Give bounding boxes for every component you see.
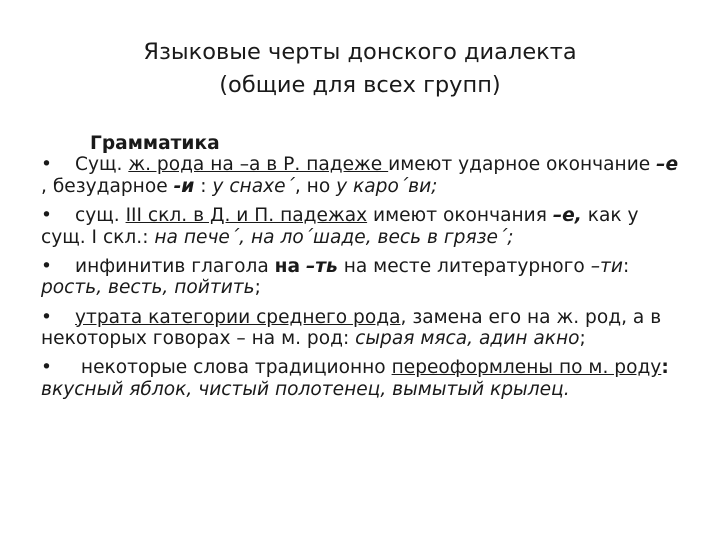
item-text: ж. рода на –а в Р. падеже bbox=[128, 154, 389, 176]
item-text: имеют ударное окончание bbox=[388, 154, 657, 176]
item-text: -и bbox=[173, 175, 195, 197]
item-text: на bbox=[274, 255, 301, 277]
title-line-1: Языковые черты донского диалекта bbox=[143, 39, 577, 65]
bullet-icon: • bbox=[41, 205, 52, 227]
item-text: : bbox=[622, 255, 630, 277]
bullet-icon: • bbox=[41, 154, 52, 176]
section-heading: Грамматика bbox=[90, 133, 220, 154]
list-item bbox=[41, 205, 681, 248]
list-item bbox=[41, 357, 681, 400]
item-text: –е, bbox=[552, 205, 582, 227]
item-text: как у сущ. I скл.: bbox=[41, 205, 639, 248]
item-text: , безударное bbox=[41, 175, 174, 197]
item-text: переоформлены по м. роду bbox=[391, 357, 662, 379]
item-text: у снахе´ bbox=[212, 175, 295, 197]
item-text: у каро´ви; bbox=[336, 175, 438, 197]
item-text: : bbox=[194, 175, 213, 197]
item-text: сырая мяса, адин акно bbox=[355, 328, 580, 349]
item-text: рость, весть, пойтить bbox=[41, 277, 255, 299]
item-text: Сущ. bbox=[75, 154, 129, 176]
slide-title bbox=[0, 36, 720, 101]
list-item bbox=[41, 307, 681, 350]
title-line-2: (общие для всех групп) bbox=[219, 71, 501, 98]
item-text: ; bbox=[579, 328, 586, 349]
list-item bbox=[41, 256, 681, 299]
item-text: –ти bbox=[590, 255, 623, 277]
item-text: на месте литературного bbox=[337, 255, 591, 277]
bullet-icon: • bbox=[41, 306, 52, 328]
item-text: некоторые слова традиционно bbox=[75, 357, 392, 379]
item-text: , замена его на ж. род, а в некоторых говорах – на м. род: bbox=[41, 306, 662, 349]
list-item bbox=[41, 154, 681, 197]
item-text: , но bbox=[294, 175, 337, 197]
slide-body bbox=[41, 133, 681, 408]
item-text: : bbox=[661, 357, 669, 379]
item-text: –ть bbox=[305, 255, 338, 277]
item-text: утрата категории среднего рода bbox=[75, 306, 401, 328]
bullet-icon: • bbox=[41, 357, 52, 379]
item-text: имеют окончания bbox=[367, 205, 553, 227]
item-text: ; bbox=[254, 277, 261, 299]
item-text: сущ. bbox=[75, 205, 126, 227]
item-text: III скл. в Д. и П. падежах bbox=[125, 205, 368, 227]
item-text: на пече´, на ло´шаде, весь в грязе´; bbox=[154, 226, 514, 248]
item-text: вкусный яблок, чистый полотенец, вымытый крылец. bbox=[41, 378, 570, 400]
item-text: –е bbox=[656, 154, 679, 176]
item-text: инфинитив глагола bbox=[75, 255, 275, 277]
bullet-icon: • bbox=[41, 255, 52, 277]
